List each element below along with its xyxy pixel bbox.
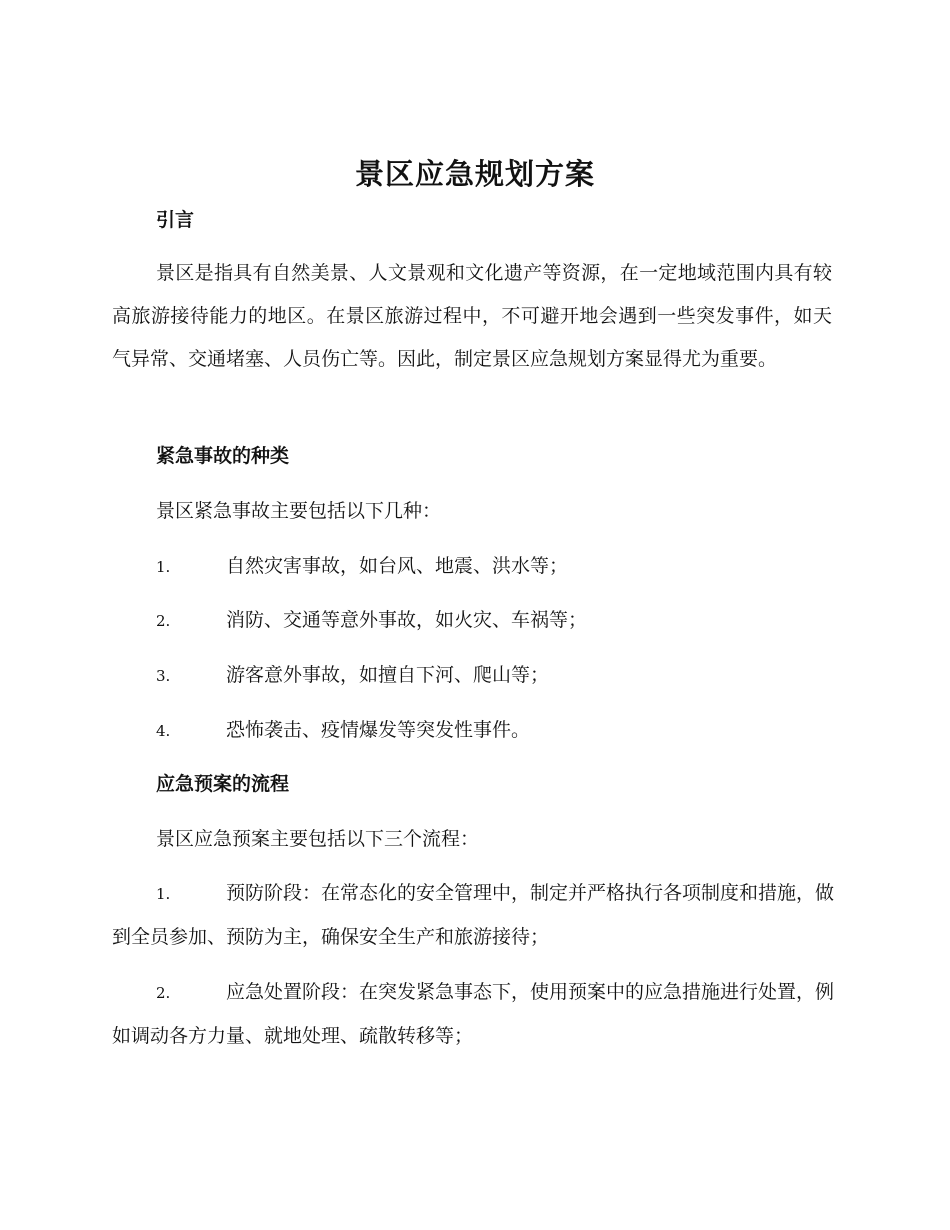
list-item: [112, 971, 834, 1058]
list-item-text: 应急处置阶段：在突发紧急事态下，使用预案中的应急措施进行处置，例如调动各方力量、就地处理、疏散转移等；: [112, 981, 835, 1047]
types-lead-text: 景区紧急事故主要包括以下几种：: [156, 500, 442, 522]
list-item-number: 4.: [156, 722, 171, 740]
list-item: [156, 715, 530, 746]
list-item: [156, 551, 568, 582]
list-item-number: 3.: [156, 667, 171, 685]
document-title: 景区应急规划方案: [354, 157, 595, 191]
list-item: [156, 660, 549, 691]
section-heading-intro: 引言: [156, 209, 195, 231]
list-item-number: 2.: [156, 612, 171, 630]
process-lead-text: 景区应急预案主要包括以下三个流程：: [156, 828, 480, 850]
list-item-text: 恐怖袭击、疫情爆发等突发性事件。: [226, 719, 531, 741]
list-item: [156, 605, 587, 636]
list-item-text: 游客意外事故，如擅自下河、爬山等；: [226, 664, 550, 686]
list-item-number: 1.: [156, 558, 171, 576]
list-item-text: 预防阶段：在常态化的安全管理中，制定并严格执行各项制度和措施，做到全员参加、预防为主，确保安全生产和旅游接待；: [112, 882, 835, 948]
intro-paragraph: 景区是指具有自然美景、人文景观和文化遗产等资源，在一定地域范围内具有较高旅游接待能力的地区。在景区旅游过程中，不可避开地会遇到一些突发事件，如天气异常、交通堵塞、人员伤亡等。因此，制定景区应急规划方案显得尤为重要。: [112, 262, 832, 370]
list-item-number: 1.: [156, 885, 171, 903]
list-item-number: 2.: [156, 984, 171, 1002]
list-item-text: 消防、交通等意外事故，如火灾、车祸等；: [226, 609, 588, 631]
section-heading-process: 应急预案的流程: [156, 773, 290, 795]
section-heading-types: 紧急事故的种类: [156, 445, 290, 467]
list-item-text: 自然灾害事故，如台风、地震、洪水等；: [226, 555, 569, 577]
list-item: [112, 872, 834, 959]
